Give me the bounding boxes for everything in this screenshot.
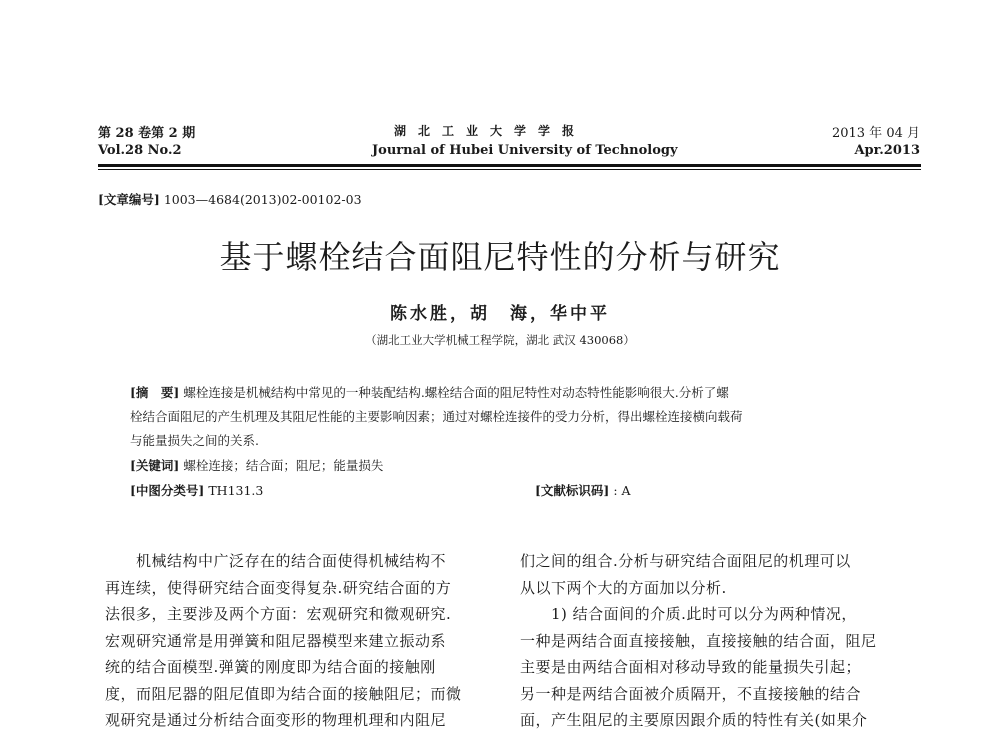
- abstract-label: [摘 要]: [130, 385, 180, 400]
- body-line: 再连续，使得研究结合面变得复杂.研究结合面的方: [105, 578, 452, 597]
- header-rule-thick: [98, 164, 921, 167]
- body-line: 从以下两个大的方面加以分析.: [520, 578, 727, 597]
- body-line: 机械结构中广泛存在的结合面使得机械结构不: [105, 552, 447, 570]
- paper-title: 基于螺栓结合面阻尼特性的分析与研究: [219, 238, 781, 276]
- article-number-label: [文章编号]: [98, 192, 160, 207]
- abstract-line-2: 栓结合面阻尼的产生机理及其阻尼性能的主要影响因素；通过对螺栓连接件的受力分析，得出螺栓连接横向载荷: [130, 409, 743, 424]
- body-line: 宏观研究通常是用弹簧和阻尼器模型来建立振动系: [105, 631, 447, 650]
- header-volume-en: Vol.28 No.2: [98, 143, 182, 158]
- classification-value: TH131.3: [208, 483, 264, 498]
- document-code: [535, 481, 631, 499]
- article-number-value: 1003—4684(2013)02-00102-03: [163, 192, 362, 207]
- body-line: 一种是两结合面直接接触，直接接触的结合面，阻尼: [520, 631, 877, 650]
- document-code-value: : A: [613, 483, 631, 498]
- body-line: 1) 结合面间的介质.此时可以分为两种情况，: [520, 605, 857, 623]
- body-line: 面，产生阻尼的主要原因跟介质的特性有关(如果介: [520, 711, 868, 729]
- classification: [130, 481, 263, 499]
- body-line: 统的结合面模型.弹簧的刚度即为结合面的接触刚: [105, 658, 436, 676]
- affiliation: （湖北工业大学机械工程学院，湖北 武汉 430068）: [365, 333, 635, 347]
- classification-label: [中图分类号]: [130, 483, 205, 498]
- keywords-label: [关键词]: [130, 458, 180, 473]
- header-volume-cn: 第 28 卷第 2 期: [98, 126, 196, 141]
- header-date-cn: 2013 年 04 月: [831, 126, 920, 141]
- body-line: 观研究是通过分析结合面变形的物理机理和内阻尼: [105, 711, 447, 729]
- body-line: 度，而阻尼器的阻尼值即为结合面的接触阻尼；而微: [105, 684, 462, 703]
- header-journal-cn: 湖 北 工 业 大 学 学 报: [394, 124, 575, 138]
- abstract-line-1: [摘 要] 螺栓连接是机械结构中常见的一种装配结构.螺栓结合面的阻尼特性对动态特性能影响很大.分析了螺: [130, 385, 729, 400]
- header-rule-thin: [98, 169, 921, 170]
- document-code-label: [文献标识码]: [535, 483, 610, 498]
- abstract-line-3: 与能量损失之间的关系.: [130, 433, 259, 448]
- header-journal-en: Journal of Hubei University of Technology: [372, 143, 678, 158]
- body-line: 法很多，主要涉及两个方面：宏观研究和微观研究.: [105, 605, 452, 623]
- body-line: 另一种是两结合面被介质隔开，不直接接触的结合: [520, 684, 862, 703]
- article-number: [98, 190, 362, 208]
- keywords: [130, 456, 383, 474]
- body-line: 主要是由两结合面相对移动导致的能量损失引起；: [520, 658, 862, 676]
- body-line: 们之间的组合.分析与研究结合面阻尼的机理可以: [520, 552, 851, 570]
- header-date-en: Apr.2013: [854, 143, 920, 158]
- authors: 陈水胜，胡 海，华中平: [390, 304, 610, 324]
- keywords-value: 螺栓连接；结合面；阻尼；能量损失: [183, 458, 384, 473]
